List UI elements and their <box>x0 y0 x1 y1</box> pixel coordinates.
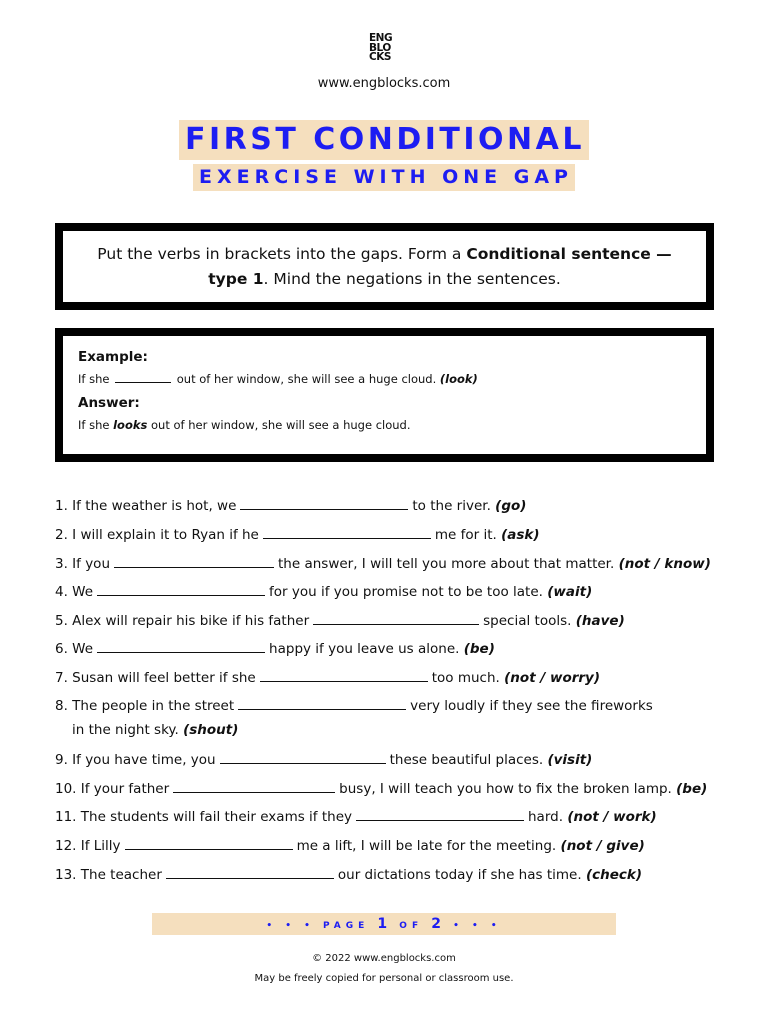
answer-gap[interactable] <box>240 495 408 510</box>
exercise-item-1 <box>55 495 526 516</box>
current-page: 1 <box>377 916 392 932</box>
exercise-text: happy if you leave us alone. <box>269 641 460 657</box>
total-pages: 2 <box>431 916 445 932</box>
exercise-item-2 <box>55 524 540 545</box>
instructions-box <box>55 223 714 310</box>
verb-hint: (be) <box>676 781 708 797</box>
page-indicator <box>152 913 616 935</box>
example-before: If she <box>78 372 110 386</box>
exercise-text: to the river. <box>412 498 491 514</box>
page-word: PAGE <box>322 921 370 931</box>
verb-hint: (check) <box>585 867 643 883</box>
example-label: Example: <box>78 349 148 365</box>
exercise-text: the answer, I will tell you more about that matter. <box>278 556 615 572</box>
answer-gap[interactable] <box>114 553 274 568</box>
exercise-text: 4. We <box>55 584 94 600</box>
exercise-text: me for it. <box>434 527 497 543</box>
exercise-item-5 <box>55 610 625 631</box>
logo-line: CKS <box>369 51 391 63</box>
decor-dots: • • • <box>266 921 315 931</box>
example-box <box>55 328 714 462</box>
exercise-text: 2. I will explain it to Ryan if he <box>55 527 259 543</box>
exercise-item-8-continued <box>72 720 238 740</box>
exercise-item-3 <box>55 553 711 574</box>
exercise-text: busy, I will teach you how to fix the broken lamp. <box>339 781 672 797</box>
exercise-item-4 <box>55 581 592 602</box>
exercise-text: 5. Alex will repair his bike if his father <box>55 613 310 629</box>
instructions-text-end: . Mind the negations in the sentences. <box>263 270 561 288</box>
exercise-text: for you if you promise not to be too late. <box>269 584 543 600</box>
answer-gap[interactable] <box>220 749 386 764</box>
answer-gap[interactable] <box>173 778 335 793</box>
of-word: OF <box>399 921 424 931</box>
worksheet-title: FIRST CONDITIONAL <box>179 120 589 160</box>
decor-dots: • • • <box>453 921 502 931</box>
verb-hint: (not / worry) <box>504 670 601 686</box>
exercise-text: 11. The students will fail their exams if they <box>55 809 352 825</box>
instructions-bold: Conditional sentence — type 1 <box>208 245 672 288</box>
exercise-item-10 <box>55 778 707 799</box>
answer-gap[interactable] <box>97 638 265 653</box>
answer-gap[interactable] <box>238 695 406 710</box>
exercise-text: 3. If you <box>55 556 111 572</box>
exercise-text: our dictations today if she has time. <box>337 867 582 883</box>
answer-word: looks <box>113 418 148 432</box>
example-blank <box>115 372 171 383</box>
exercise-item-8 <box>55 695 653 716</box>
verb-hint: (be) <box>463 641 495 657</box>
exercise-text: these beautiful places. <box>389 752 544 768</box>
answer-label: Answer: <box>78 395 140 411</box>
verb-hint: (wait) <box>547 584 593 600</box>
answer-before: If she <box>78 418 114 432</box>
exercise-text: 7. Susan will feel better if she <box>55 670 256 686</box>
verb-hint: (visit) <box>547 752 593 768</box>
logo-line: BLO <box>369 41 391 54</box>
exercise-text: 1. If the weather is hot, we <box>55 498 237 514</box>
engblocks-logo <box>369 34 401 63</box>
verb-hint: (not / give) <box>560 838 645 854</box>
exercise-item-7 <box>55 667 600 688</box>
exercise-text: 12. If Lilly <box>55 838 121 854</box>
exercise-item-11 <box>55 806 657 827</box>
example-after: out of her window, she will see a huge cloud. <box>176 372 437 386</box>
exercise-text: me a lift, I will be late for the meeting. <box>296 838 557 854</box>
exercise-text: hard. <box>528 809 564 825</box>
exercise-text: 8. The people in the street <box>55 698 235 714</box>
exercise-text: in the night sky. <box>72 722 179 738</box>
example-hint: (look) <box>439 372 478 386</box>
site-url[interactable]: www.engblocks.com <box>317 76 451 91</box>
verb-hint: (not / know) <box>618 556 711 572</box>
answer-gap[interactable] <box>263 524 431 539</box>
verb-hint: (ask) <box>501 527 540 543</box>
answer-gap[interactable] <box>260 667 428 682</box>
exercise-item-6 <box>55 638 495 659</box>
exercise-item-9 <box>55 749 592 770</box>
exercise-item-12 <box>55 835 645 856</box>
verb-hint: (shout) <box>183 722 239 738</box>
usage-note: May be freely copied for personal or classroom use. <box>254 973 514 984</box>
answer-sentence <box>78 417 706 433</box>
logo-line: ENG <box>369 32 393 44</box>
exercise-text: 10. If your father <box>55 781 170 797</box>
verb-hint: (not / work) <box>567 809 657 825</box>
exercise-text: 13. The teacher <box>55 867 162 883</box>
example-sentence <box>78 371 706 387</box>
answer-gap[interactable] <box>125 835 293 850</box>
verb-hint: (have) <box>575 613 625 629</box>
answer-gap[interactable] <box>356 806 524 821</box>
answer-after: out of her window, she will see a huge cloud. <box>147 418 411 432</box>
answer-gap[interactable] <box>166 864 334 879</box>
answer-gap[interactable] <box>313 610 479 625</box>
exercise-text: too much. <box>431 670 500 686</box>
worksheet-subtitle: EXERCISE WITH ONE GAP <box>193 164 575 191</box>
copyright-text: © 2022 www.engblocks.com <box>312 953 456 964</box>
verb-hint: (go) <box>495 498 527 514</box>
answer-gap[interactable] <box>97 581 265 596</box>
instructions-text: Put the verbs in brackets into the gaps. Form a <box>97 245 467 263</box>
exercise-text: 6. We <box>55 641 94 657</box>
exercise-text: special tools. <box>483 613 572 629</box>
exercise-text: very loudly if they see the fireworks <box>410 698 653 714</box>
exercise-item-13 <box>55 864 642 885</box>
exercise-text: 9. If you have time, you <box>55 752 216 768</box>
